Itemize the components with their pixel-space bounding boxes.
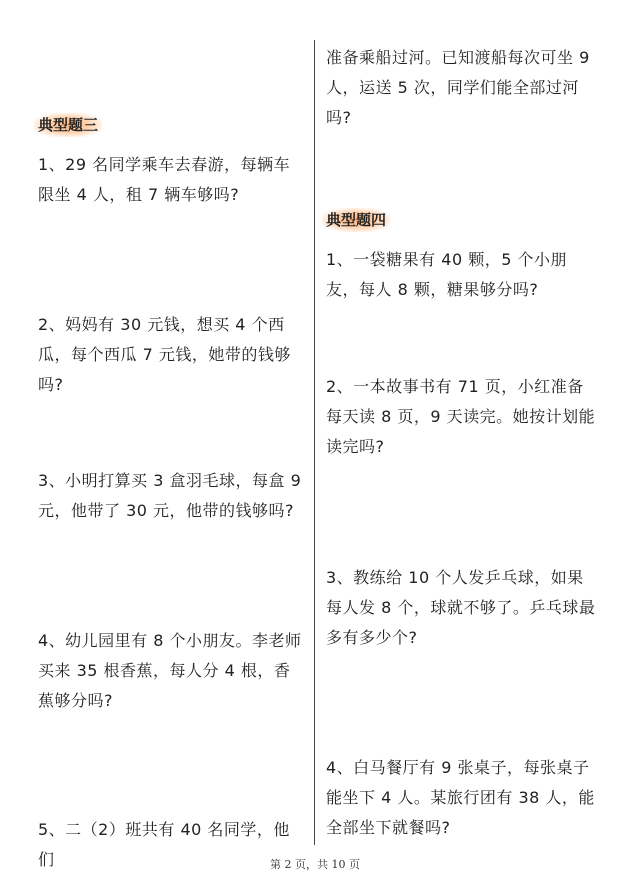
left-question-2: 2、妈妈有 30 元钱，想买 4 个西瓜，每个西瓜 7 元钱，她带的钱够吗? <box>38 315 291 394</box>
left-question-3: 3、小明打算买 3 盒羽毛球，每盒 9 元，他带了 30 元，他带的钱够吗? <box>38 471 302 520</box>
left-question-5: 5、二（2）班共有 40 名同学，他们 <box>38 820 290 869</box>
right-question-4: 4、白马餐厅有 9 张桌子，每张桌子能坐下 4 人。某旅行团有 38 人，能全部坐下就餐吗? <box>326 758 595 837</box>
heading-typical-4: 典型题四 <box>322 208 390 232</box>
right-question-5-continued: 准备乘船过河。已知渡船每次可坐 9 人，运送 5 次，同学们能全部过河吗? <box>326 48 590 127</box>
page-footer: 第 2 页，共 10 页 <box>270 858 360 871</box>
right-question-2: 2、一本故事书有 71 页，小红准备每天读 8 页，9 天读完。她按计划能读完吗? <box>326 377 596 456</box>
right-question-3: 3、教练给 10 个人发乒乓球，如果每人发 8 个，球就不够了。乒乓球最多有多少个? <box>326 568 596 647</box>
left-question-1: 1、29 名同学乘车去春游，每辆车限坐 4 人，租 7 辆车够吗? <box>38 155 291 204</box>
right-question-1: 1、一袋糖果有 40 颗，5 个小朋友，每人 8 颗，糖果够分吗? <box>326 250 567 299</box>
left-question-4: 4、幼儿园里有 8 个小朋友。李老师买来 35 根香蕉，每人分 4 根，香蕉够分吗? <box>38 631 302 710</box>
heading-typical-3: 典型题三 <box>34 113 102 137</box>
column-divider <box>314 40 315 845</box>
